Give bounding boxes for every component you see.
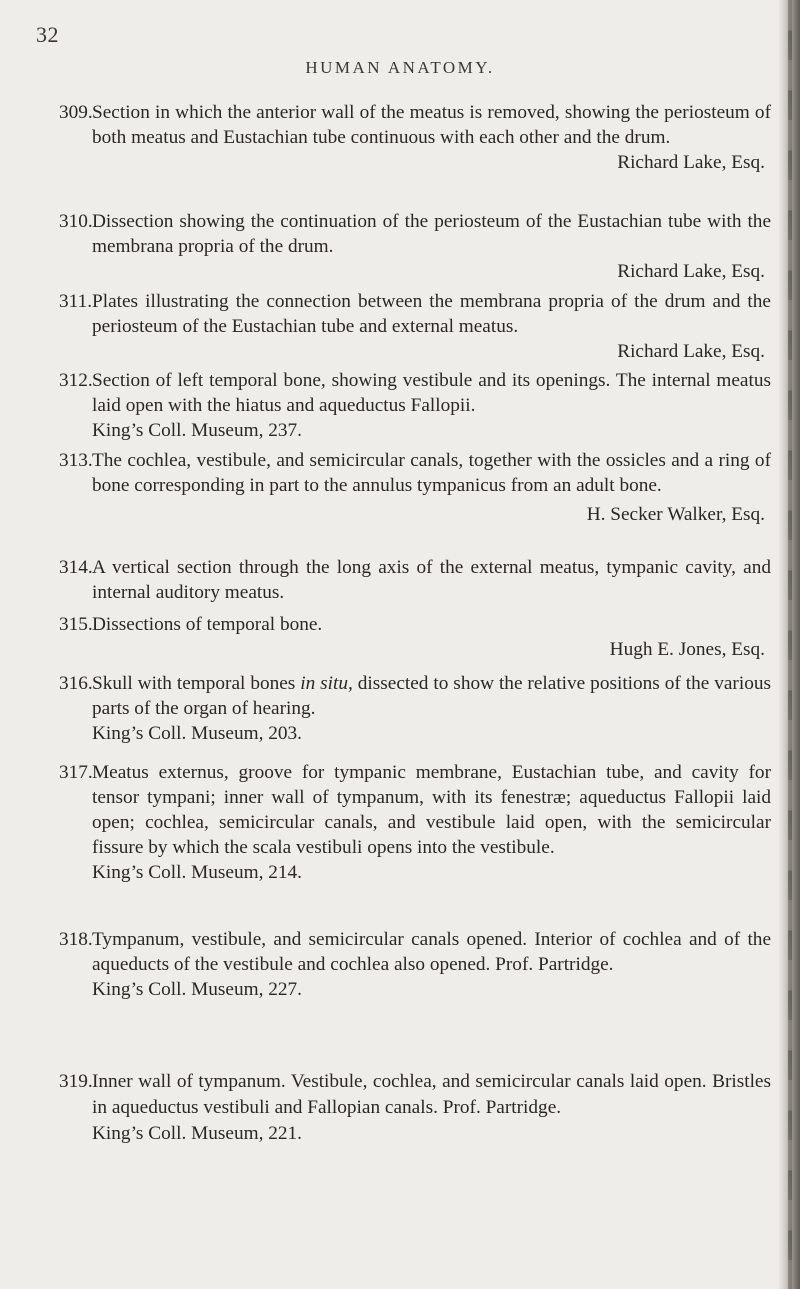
entry-credit: King’s Coll. Museum, 214.	[92, 862, 302, 883]
description-text-continued: dissected to show the relative positions of the various parts of the organ of hearing.	[92, 673, 771, 719]
entry-credit: Richard Lake, Esq.	[617, 341, 765, 362]
entry-description: Dissections of temporal bone.	[92, 614, 323, 635]
entry-number: 318.	[59, 929, 93, 950]
page-number: 32	[36, 22, 59, 47]
entry-description: Dissection showing the continuation of the periosteum of the Eustachian tube with the membrana propria of the drum.	[92, 211, 771, 257]
entry-description: Section of left temporal bone, showing vestibule and its openings. The internal meatus laid open with the hiatus and aqueductus Fallopii.	[92, 370, 771, 416]
entry-description: The cochlea, vestibule, and semicircular canals, together with the ossicles and a ring of bone corresponding in part to the annulus tympanicus from an adult bone.	[92, 450, 771, 496]
entry-number: 317.	[59, 762, 93, 783]
entry-credit: Richard Lake, Esq.	[617, 261, 765, 282]
entry-description: Meatus externus, groove for tympanic membrane, Eustachian tube, and cavity for tensor tympani; inner wall of tympanum, with its fenestræ; aqueductus Fallopii laid open; cochlea, semicircular canals, and vestibule laid open, with the semicircular fissure by which the scala vestibuli opens into the vestibule.	[92, 762, 771, 858]
entry-credit: King’s Coll. Museum, 237.	[92, 420, 302, 441]
entry-number: 310.	[59, 211, 93, 232]
entry-description	[92, 671, 771, 721]
entry-311	[59, 289, 771, 364]
entry-credit: King’s Coll. Museum, 221.	[92, 1123, 302, 1144]
entry-description: A vertical section through the long axis of the external meatus, tympanic cavity, and internal auditory meatus.	[92, 557, 771, 603]
entry-312	[59, 368, 771, 443]
entry-number: 313.	[59, 450, 93, 471]
description-text: Skull with temporal bones	[92, 673, 301, 694]
entry-description: Inner wall of tympanum. Vestibule, cochlea, and semicircular canals laid open. Bristles in aqueductus vestibuli and Fallopian canals. Prof. Partridge.	[92, 1071, 771, 1118]
entry-description: Plates illustrating the connection between the membrana propria of the drum and the periosteum of the Eustachian tube and external meatus.	[92, 291, 771, 337]
entry-credit: H. Secker Walker, Esq.	[586, 504, 765, 525]
page-binding-shadow	[788, 0, 792, 1289]
entry-319	[59, 1069, 771, 1146]
entry-credit: Hugh E. Jones, Esq.	[609, 639, 765, 660]
running-title: HUMAN ANATOMY.	[305, 58, 495, 77]
entry-316	[59, 671, 771, 746]
entry-credit: King’s Coll. Museum, 203.	[92, 723, 302, 744]
entry-number: 319.	[59, 1071, 93, 1092]
entry-description: Tympanum, vestibule, and semicircular canals opened. Interior of cochlea and of the aqueducts of the vestibule and cochlea also opened. Prof. Partridge.	[92, 929, 771, 975]
entry-317	[59, 760, 771, 885]
entry-number: 312.	[59, 370, 93, 391]
entry-number: 315.	[59, 614, 93, 635]
entry-318	[59, 927, 771, 1002]
entry-309	[59, 100, 771, 175]
entry-313	[59, 448, 771, 527]
entry-314	[59, 555, 771, 605]
entry-description: Section in which the anterior wall of the meatus is removed, showing the periosteum of both meatus and Eustachian tube continuous with each other and the drum.	[92, 102, 771, 148]
entry-310	[59, 209, 771, 284]
entry-credit: King’s Coll. Museum, 227.	[92, 979, 302, 1000]
entry-credit: Richard Lake, Esq.	[617, 152, 765, 173]
entry-number: 309.	[59, 102, 93, 123]
entry-number: 314.	[59, 557, 93, 578]
italic-phrase: in situ,	[300, 673, 353, 694]
entry-315	[59, 612, 771, 662]
entry-number: 316.	[59, 673, 93, 694]
entry-number: 311.	[59, 291, 93, 312]
